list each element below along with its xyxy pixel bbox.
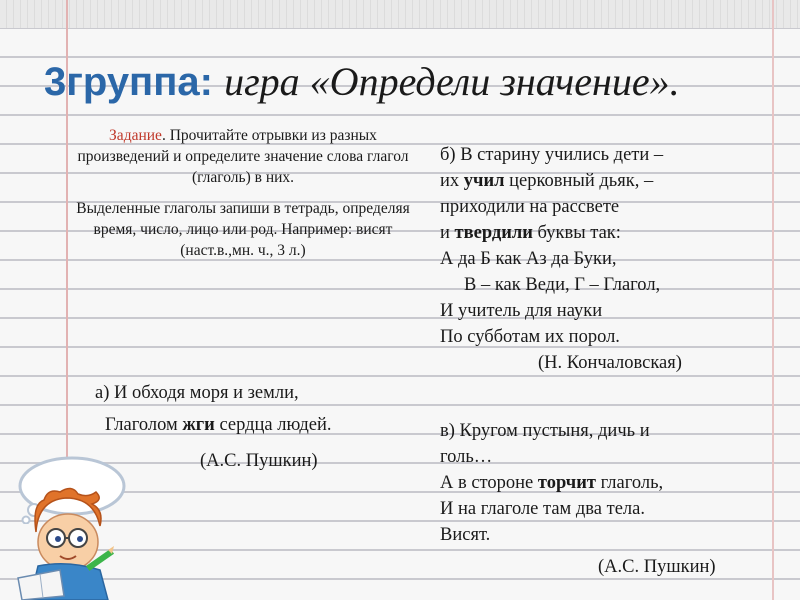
- poem-b-line-3: приходили на рассвете: [440, 197, 620, 217]
- poem-b-line-5: А да Б как Аз да Буки,: [440, 249, 617, 269]
- task-block: [70, 125, 416, 271]
- poem-c-line-2: голь…: [440, 447, 493, 467]
- highlight-verb: учил: [463, 171, 505, 191]
- poem-c-line-3: А в стороне торчит глаголь,: [440, 473, 664, 493]
- poem-c-line-5: Висят.: [440, 525, 491, 545]
- task-text-1: . Прочитайте отрывки из разных произведений и определите значение слова глагол (глаголь) в них.: [77, 127, 409, 186]
- poem-b-line-4: и твердили буквы так:: [440, 223, 621, 243]
- poem-b-line-7: И учитель для науки: [440, 301, 603, 321]
- task-label: Задание: [109, 127, 162, 144]
- poem-b-line-6: В – как Веди, Г – Глагол,: [464, 275, 661, 295]
- poem-b-author: (Н. Кончаловская): [538, 353, 682, 373]
- task-text-2: Выделенные глаголы запиши в тетрадь, определяя время, число, лицо или род. Например: висят (наст.в.,мн. ч., 3 л.): [76, 200, 410, 259]
- title-group: 3группа:: [44, 60, 213, 104]
- poem-c: [440, 418, 780, 580]
- poem-b-line-2: их учил церковный дьяк, –: [440, 171, 654, 191]
- poem-b-line-1: б) В старину учились дети –: [440, 145, 664, 165]
- title-game: игра «Определи значение».: [224, 59, 680, 104]
- poem-a-line-1: а) И обходя моря и земли,: [95, 383, 299, 403]
- highlight-verb: твердили: [454, 223, 533, 243]
- poem-b: [440, 142, 780, 376]
- poem-a-author: (А.С. Пушкин): [200, 451, 318, 471]
- highlight-verb: жги: [182, 415, 215, 435]
- poem-c-line-1: в) Кругом пустыня, дичь и: [440, 421, 650, 441]
- poem-b-line-8: По субботам их порол.: [440, 327, 620, 347]
- page-title: [44, 58, 784, 106]
- poem-a-line-2: Глаголом жги сердца людей.: [105, 415, 332, 435]
- poem-a: [95, 380, 425, 474]
- highlight-verb: торчит: [537, 473, 596, 493]
- boy-reading-icon: [8, 470, 118, 600]
- task-instructions: [70, 125, 416, 188]
- poem-c-author: (А.С. Пушкин): [598, 557, 716, 577]
- poem-c-line-4: И на глаголе там два тела.: [440, 499, 645, 519]
